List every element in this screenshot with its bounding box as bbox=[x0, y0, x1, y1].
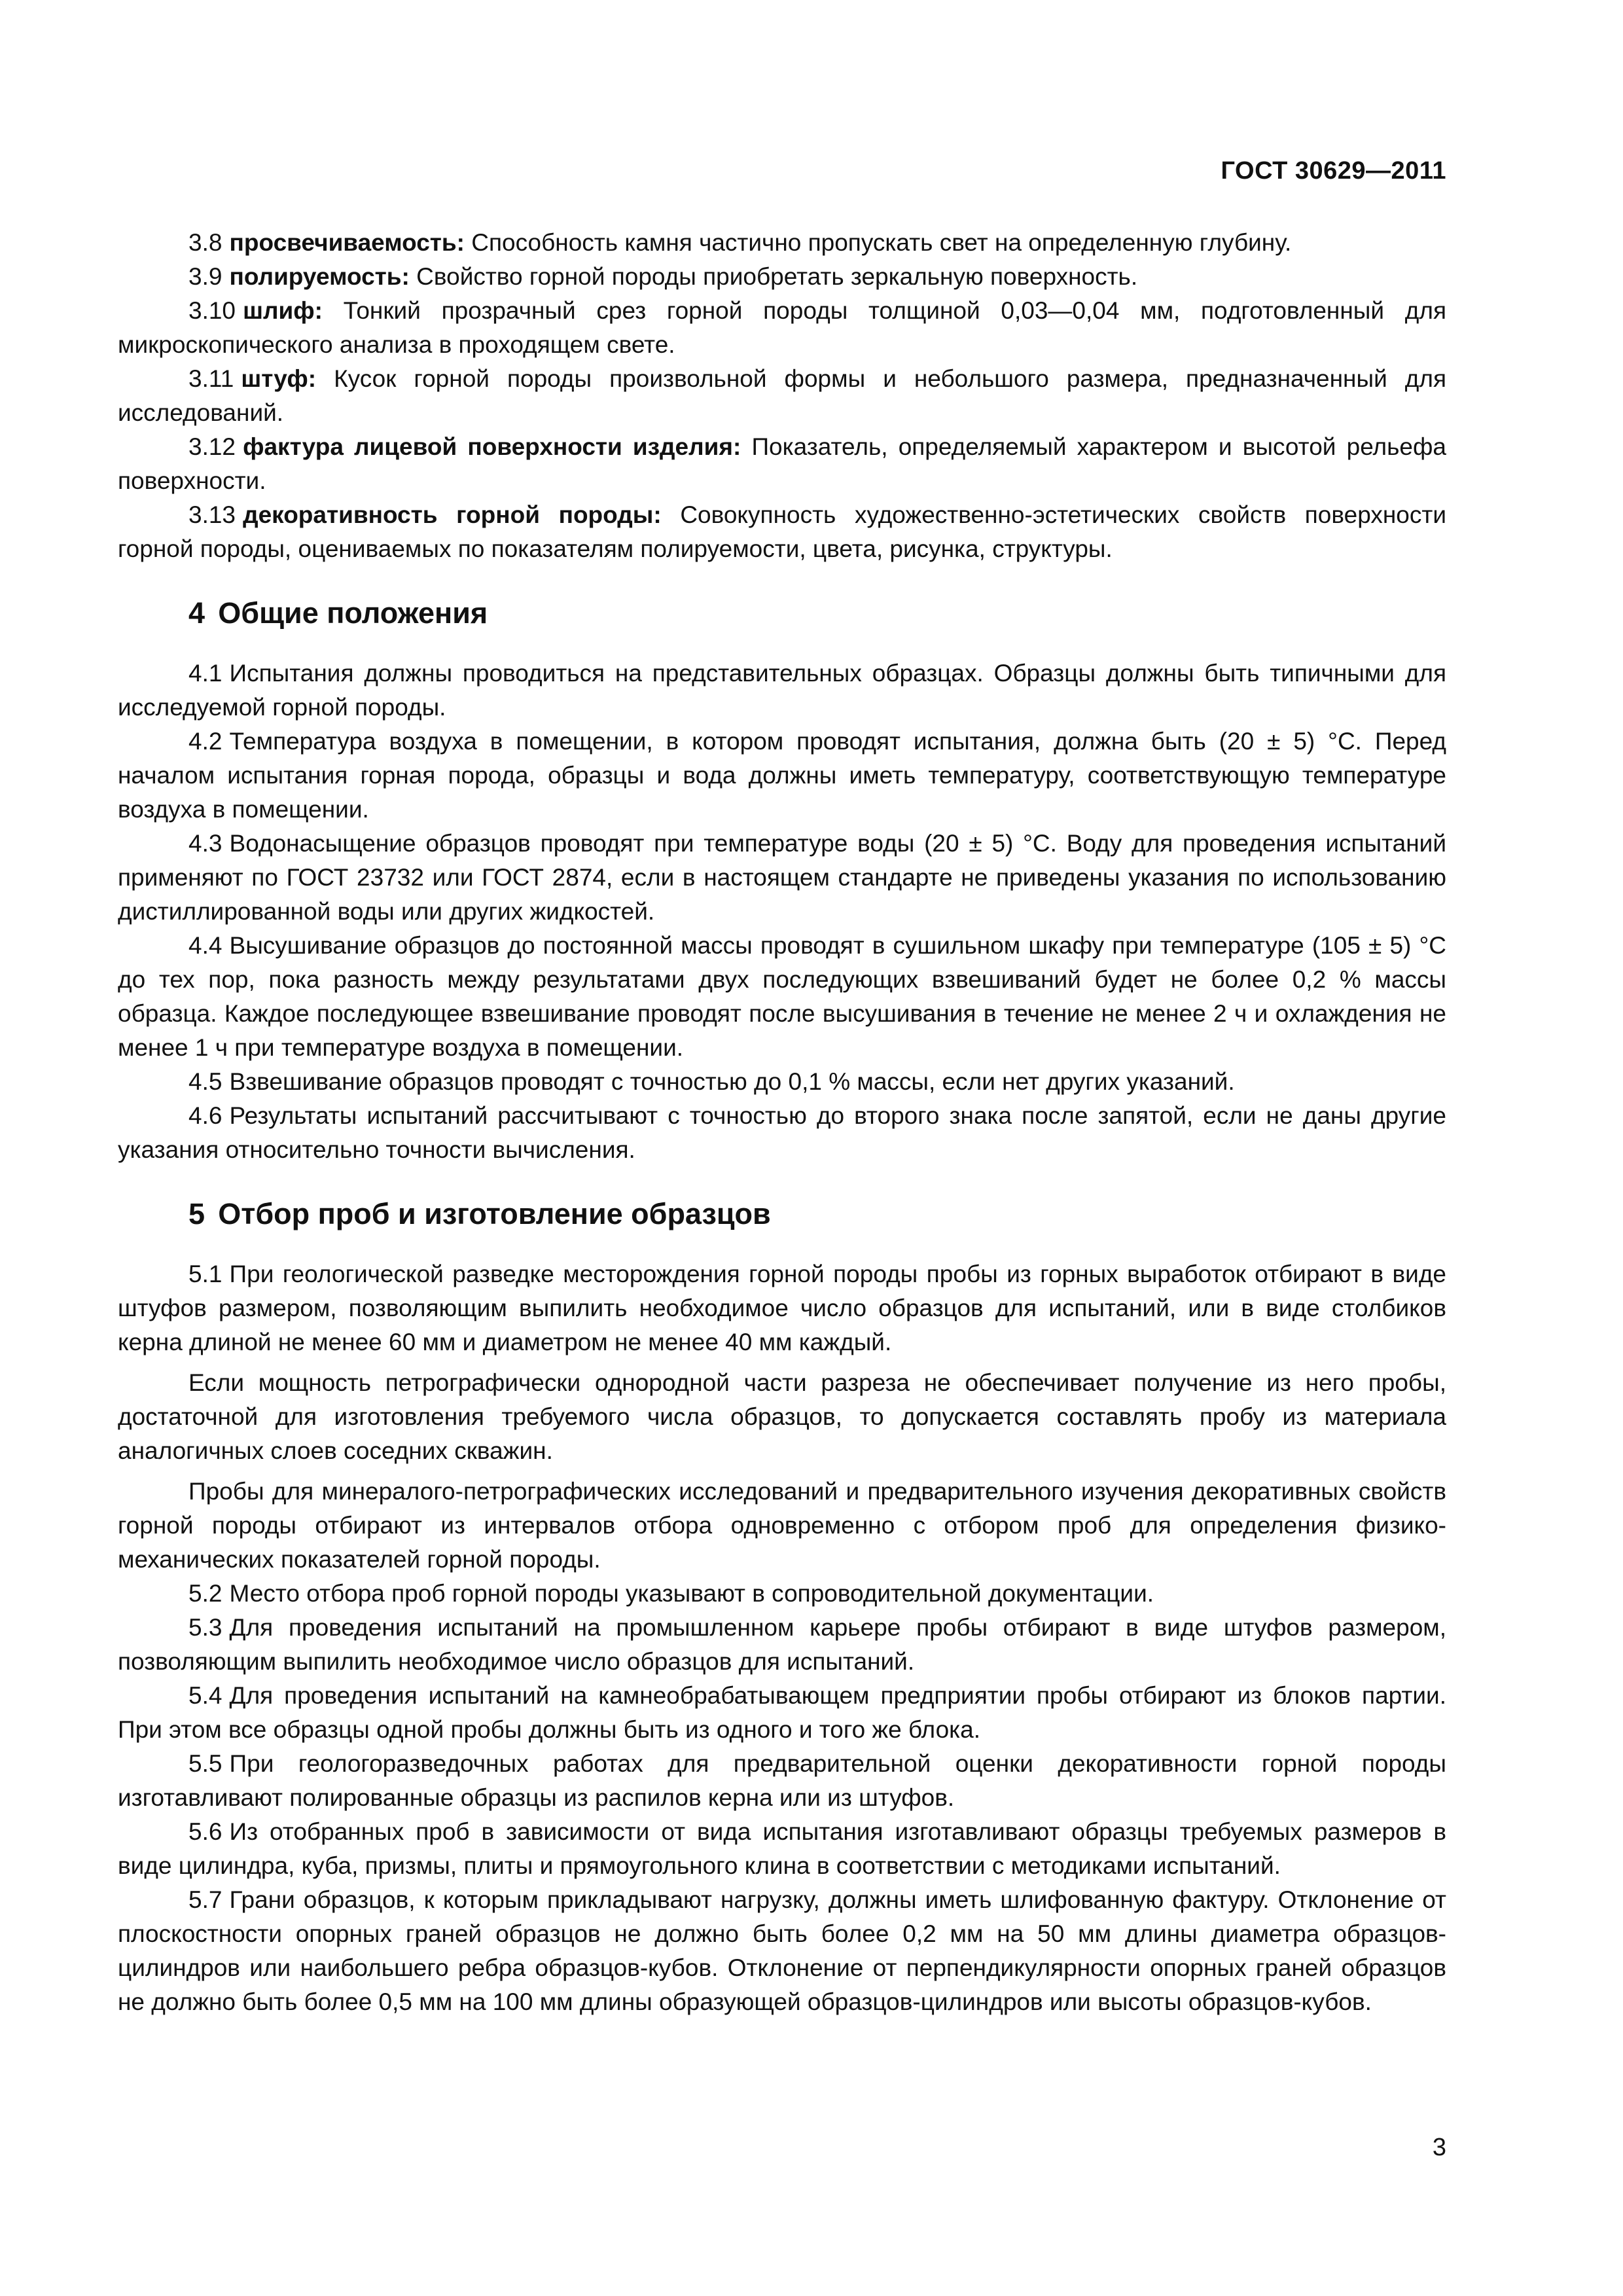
clause-number: 5.4 bbox=[188, 1682, 223, 1709]
clause-text: Если мощность петрографически однородной части разреза не обеспечивает получение из него пробы, достаточной для изготовления требуемого числа образцов, то допускается составлять пробу из материала аналогичных слоев соседних скважин. bbox=[118, 1369, 1446, 1464]
clause-text: Испытания должны проводиться на представительных образцах. Образцы должны быть типичными для исследуемой горной породы. bbox=[118, 660, 1446, 721]
definition-3-10 bbox=[118, 294, 1446, 362]
paragraph-gap bbox=[118, 1468, 1446, 1475]
clause-text: Температура воздуха в помещении, в котором проводят испытания, должна быть (20 ± 5) °С. Перед началом испытания горная порода, образцы и вода должны иметь температуру, соответствующую температуре воздуха в помещении. bbox=[118, 728, 1446, 823]
definition-term: штуф: bbox=[241, 365, 317, 392]
clause-number: 3.8 bbox=[188, 229, 223, 256]
section-5-heading bbox=[118, 1194, 1446, 1234]
clause-5-3 bbox=[118, 1611, 1446, 1679]
clause-4-3 bbox=[118, 827, 1446, 929]
clause-text: При геологоразведочных работах для предварительной оценки декоративности горной породы изготавливают полированные образцы из распилов керна или из штуфов. bbox=[118, 1750, 1446, 1811]
section-title: Отбор проб и изготовление образцов bbox=[218, 1197, 771, 1230]
clause-number: 5.1 bbox=[188, 1261, 223, 1287]
clause-number: 5.6 bbox=[188, 1818, 223, 1845]
clause-number: 4.1 bbox=[188, 660, 223, 687]
definition-3-9 bbox=[118, 260, 1446, 294]
clause-text: Результаты испытаний рассчитывают с точностью до второго знака после запятой, если не даны другие указания относительно точности вычисления. bbox=[118, 1102, 1446, 1163]
clause-5-7 bbox=[118, 1883, 1446, 2019]
clause-5-1-para-2 bbox=[118, 1366, 1446, 1468]
paragraph-gap bbox=[118, 1359, 1446, 1366]
clause-4-2 bbox=[118, 725, 1446, 827]
clause-number: 4.3 bbox=[188, 830, 223, 857]
definition-term: декоративность горной породы: bbox=[243, 501, 662, 528]
definition-text: Показатель, определяемый характером и высотой рельефа поверхности. bbox=[118, 433, 1447, 494]
definition-text: Кусок горной породы произвольной формы и небольшого размера, предназначенный для исследований. bbox=[118, 365, 1446, 426]
clause-text: Грани образцов, к которым прикладывают нагрузку, должны иметь шлифованную фактуру. Отклонение от плоскостности опорных граней образцов не должно быть более 0,2 мм на 50 мм длины диаметра образцов-цилиндров или наибольшего ребра образцов-кубов. Отклонение от перпендикулярности опорных граней образцов не должно быть более 0,5 мм на 100 мм длины образующей образцов-цилиндров или высоты образцов-кубов. bbox=[118, 1886, 1446, 2015]
clause-5-2 bbox=[118, 1577, 1446, 1611]
section-title: Общие положения bbox=[218, 596, 488, 630]
clause-number: 4.5 bbox=[188, 1068, 223, 1095]
clause-number: 3.10 bbox=[188, 297, 236, 324]
section-number: 5 bbox=[188, 1197, 205, 1230]
clause-text: Из отобранных проб в зависимости от вида испытания изготавливают образцы требуемых размеров в виде цилиндра, куба, призмы, плиты и прямоугольного клина в соответствии с методиками испытаний. bbox=[118, 1818, 1446, 1879]
clause-text: Водонасыщение образцов проводят при температуре воды (20 ± 5) °С. Воду для проведения испытаний применяют по ГОСТ 23732 или ГОСТ 2874, если в настоящем стандарте не приведены указания по использованию дистиллированной воды или других жидкостей. bbox=[118, 830, 1446, 925]
definition-text: Свойство горной породы приобретать зеркальную поверхность. bbox=[416, 263, 1138, 290]
clause-text: Для проведения испытаний на камнеобрабатывающем предприятии пробы отбирают из блоков партии. При этом все образцы одной пробы должны быть из одного и того же блока. bbox=[118, 1682, 1446, 1743]
definition-term: фактура лицевой поверхности изделия: bbox=[243, 433, 741, 460]
page-number: 3 bbox=[1432, 2134, 1446, 2161]
section-number: 4 bbox=[188, 596, 205, 630]
clause-number: 5.7 bbox=[188, 1886, 223, 1913]
definition-term: просвечиваемость: bbox=[229, 229, 465, 256]
clause-4-6 bbox=[118, 1099, 1446, 1167]
document-page bbox=[118, 0, 1446, 2296]
clause-number: 4.6 bbox=[188, 1102, 223, 1129]
clause-text: Взвешивание образцов проводят с точностью до 0,1 % массы, если нет других указаний. bbox=[229, 1068, 1235, 1095]
clause-number: 5.2 bbox=[188, 1580, 223, 1607]
clause-text: Место отбора проб горной породы указывают в сопроводительной документации. bbox=[229, 1580, 1154, 1607]
definition-text: Совокупность художественно-эстетических свойств поверхности горной породы, оцениваемых по показателям полируемости, цвета, рисунка, структуры. bbox=[118, 501, 1446, 562]
definition-text: Способность камня частично пропускать свет на определенную глубину. bbox=[471, 229, 1292, 256]
document-code-header: ГОСТ 30629—2011 bbox=[1221, 157, 1446, 185]
clause-text: Для проведения испытаний на промышленном карьере пробы отбирают в виде штуфов размером, позволяющим выпилить необходимое число образцов для испытаний. bbox=[118, 1614, 1446, 1675]
clause-number: 3.13 bbox=[188, 501, 236, 528]
clause-text: Высушивание образцов до постоянной массы проводят в сушильном шкафу при температуре (105 ± 5) °С до тех пор, пока разность между результатами двух последующих взвешиваний будет не более 0,2 % массы образца. Каждое последующее взвешивание проводят после высушивания в течение не менее 2 ч и охлаждения не менее 1 ч при температуре воздуха в помещении. bbox=[118, 932, 1446, 1061]
clause-number: 3.11 bbox=[188, 365, 234, 392]
definition-3-11 bbox=[118, 362, 1446, 430]
clause-number: 5.5 bbox=[188, 1750, 223, 1777]
clause-text: Пробы для минералого-петрографических исследований и предварительного изучения декоративных свойств горной породы отбирают из интервалов отбора одновременно с отбором проб для определения физико-механических показателей горной породы. bbox=[118, 1478, 1446, 1573]
clause-number: 4.4 bbox=[188, 932, 223, 959]
definition-term: полируемость: bbox=[229, 263, 410, 290]
clause-5-1 bbox=[118, 1257, 1446, 1359]
document-body bbox=[118, 226, 1446, 2019]
section-4-heading bbox=[118, 594, 1446, 633]
clause-5-1-para-3 bbox=[118, 1475, 1446, 1577]
clause-number: 3.9 bbox=[188, 263, 223, 290]
clause-5-6 bbox=[118, 1815, 1446, 1883]
clause-4-5 bbox=[118, 1065, 1446, 1099]
clause-4-4 bbox=[118, 929, 1446, 1065]
clause-number: 3.12 bbox=[188, 433, 236, 460]
clause-number: 5.3 bbox=[188, 1614, 223, 1641]
definition-3-12 bbox=[118, 430, 1446, 498]
clause-5-5 bbox=[118, 1747, 1446, 1815]
clause-number: 4.2 bbox=[188, 728, 223, 755]
definition-3-13 bbox=[118, 498, 1446, 566]
definition-text: Тонкий прозрачный срез горной породы толщиной 0,03—0,04 мм, подготовленный для микроскопического анализа в проходящем свете. bbox=[118, 297, 1446, 358]
clause-5-4 bbox=[118, 1679, 1446, 1747]
clause-text: При геологической разведке месторождения горной породы пробы из горных выработок отбирают в виде штуфов размером, позволяющим выпилить необходимое число образцов для испытаний, или в виде столбиков керна длиной не менее 60 мм и диаметром не менее 40 мм каждый. bbox=[118, 1261, 1446, 1355]
definition-3-8 bbox=[118, 226, 1446, 260]
clause-4-1 bbox=[118, 656, 1446, 725]
definition-term: шлиф: bbox=[243, 297, 323, 324]
